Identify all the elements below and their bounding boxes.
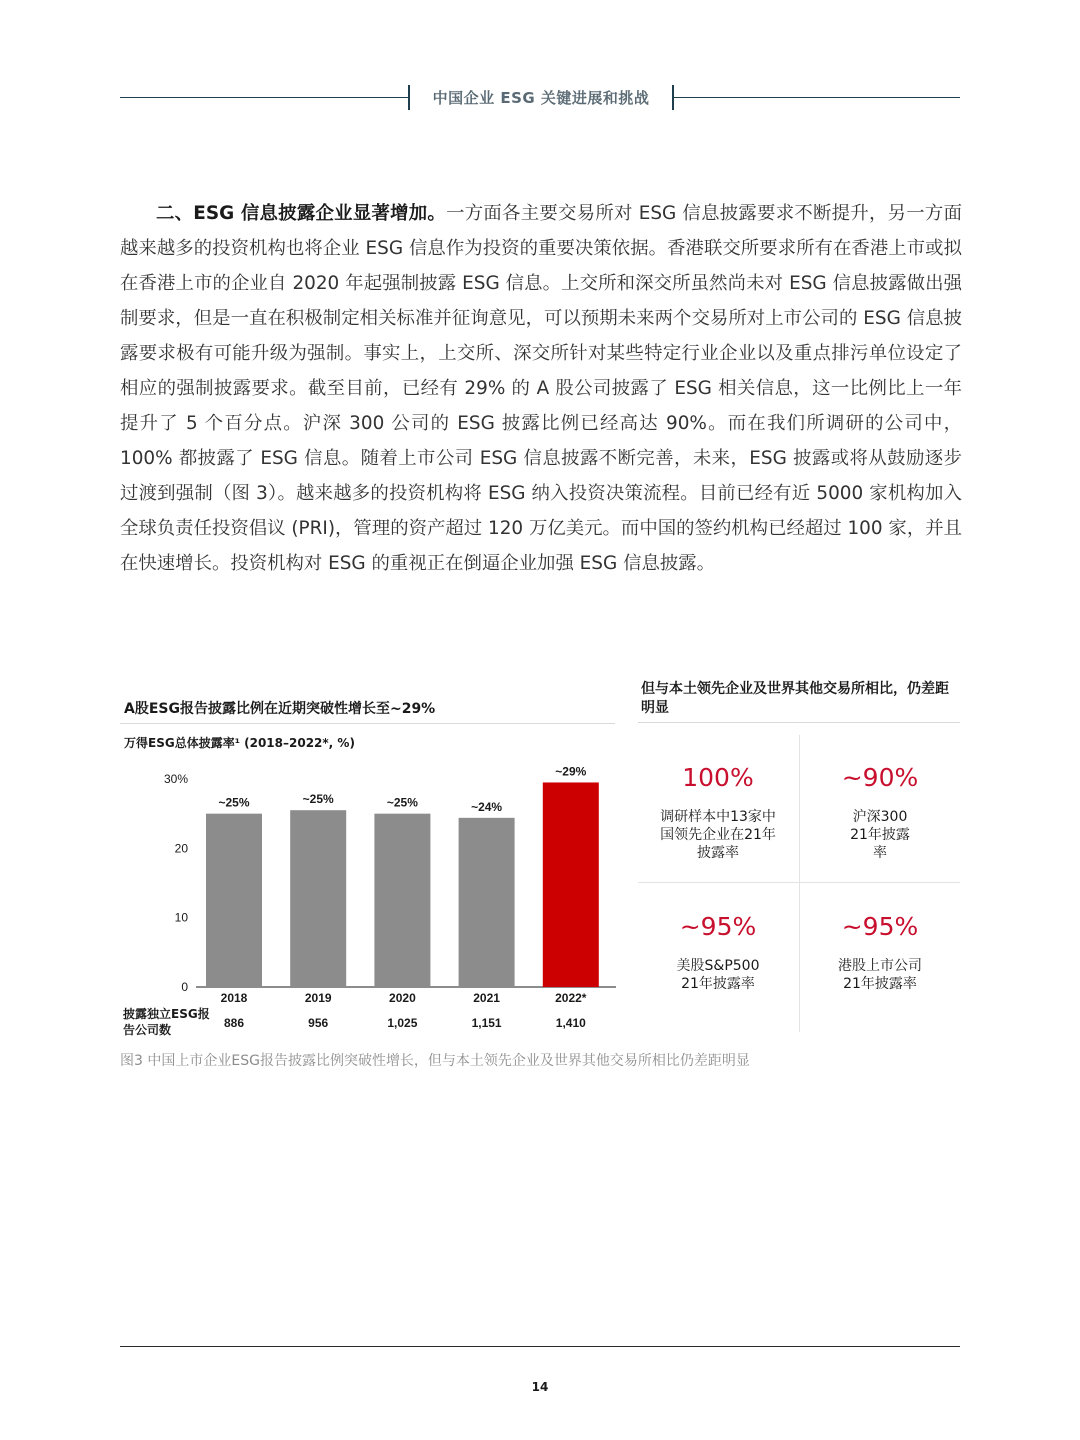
- data-label: ~25%: [302, 792, 334, 807]
- stat-value: 100%: [682, 763, 754, 792]
- figure-caption: 图3 中国上市企业ESG报告披露比例突破性增长，但与本土领先企业及世界其他交易所相比仍差距明显: [120, 1053, 750, 1069]
- stats-horizontal-divider: [638, 882, 960, 883]
- stat-description: 美股S&P500 21年披露率: [676, 958, 760, 992]
- bar: [206, 814, 262, 987]
- x-tick-label: 2019: [304, 991, 332, 1005]
- chart-subtitle: 万得ESG总体披露率¹ (2018–2022*, %): [124, 736, 355, 750]
- stat-description: 港股上市公司 21年披露率: [838, 958, 922, 992]
- stats-heading: 但与本土领先企业及世界其他交易所相比，仍差距明显: [641, 681, 949, 716]
- count-value: 1,410: [555, 1016, 586, 1030]
- stats-heading-rule: [638, 722, 960, 723]
- y-tick-label: 20: [174, 841, 188, 856]
- x-tick-label: 2020: [389, 991, 416, 1005]
- y-tick-label: 30%: [163, 772, 188, 786]
- count-value: 886: [223, 1016, 245, 1030]
- stat-value: ~95%: [841, 912, 919, 941]
- chart-title: A股ESG报告披露比例在近期突破性增长至~29%: [124, 701, 436, 717]
- stat-description: 调研样本中13家中国领先企业在21年披露率: [660, 809, 776, 861]
- header-rule-left: [120, 97, 408, 98]
- bar-chart: [120, 755, 620, 1040]
- stat-value: ~90%: [841, 763, 919, 792]
- data-label: ~25%: [386, 795, 418, 810]
- running-header-title: 中国企业 ESG 关键进展和挑战: [432, 89, 650, 107]
- count-value: 1,025: [387, 1016, 418, 1030]
- x-tick-label: 2021: [473, 991, 500, 1005]
- page-number: 14: [531, 1380, 549, 1394]
- stat-value: ~95%: [679, 912, 757, 941]
- stat-cell-surveyed: [638, 762, 798, 862]
- footer-rule: [120, 1346, 960, 1347]
- count-value: 1,151: [471, 1016, 502, 1030]
- bar: [543, 782, 599, 987]
- stat-cell-sp500: [638, 911, 798, 993]
- data-label: ~29%: [555, 764, 587, 779]
- section-lead: 二、ESG 信息披露企业显著增加。: [156, 203, 447, 224]
- count-value: 956: [308, 1016, 329, 1030]
- stat-cell-hk-listed: [800, 911, 960, 993]
- bar: [374, 814, 430, 987]
- stat-description: 沪深300 21年披露率: [850, 809, 910, 861]
- header-rule-right: [674, 97, 960, 98]
- stat-cell-csi300: [800, 762, 960, 862]
- data-label: ~24%: [471, 799, 503, 814]
- bar: [459, 818, 515, 987]
- data-label: ~25%: [218, 795, 250, 810]
- count-row-label: 披露独立ESG报告公司数: [123, 1007, 210, 1037]
- x-tick-label: 2018: [220, 991, 248, 1005]
- chart-title-rule: [120, 723, 615, 724]
- section-body: 一方面各主要交易所对 ESG 信息披露要求不断提升，另一方面越来越多的投资机构也将企业 ESG 信息作为投资的重要决策依据。香港联交所要求所有在香港上市或拟在香港上市的企业自 2020 年起强制披露 ESG 信息。上交所和深交所虽然尚未对 ESG 信息披露做出强制要求，但是一直在积极制定相关标准并征询意见，可以预期未来两个交易所对上市公司的 ESG 信息披露要求极有可能升级为强制。事实上，上交所、深交所针对某些特定行业企业以及重点排污单位设定了相应的强制披露要求。截至目前，已经有 29% 的 A 股公司披露了 ESG 相关信息，这一比例比上一年提升了 5 个百分点。沪深 300 公司的 ESG 披露比例已经高达 90%。而在我们所调研的公司中，100% 都披露了 ESG 信息。随着上市公司 ESG 信息披露不断完善，未来，ESG 披露或将从鼓励逐步过渡到强制（图 3）。越来越多的投资机构将 ESG 纳入投资决策流程。目前已经有近 5000 家机构加入全球负责任投资倡议 (PRI)，管理的资产超过 120 万亿美元。而中国的签约机构已经超过 100 家，并且在快速增长。投资机构对 ESG 的重视正在倒逼企业加强 ESG 信息披露。: [120, 203, 962, 574]
- y-tick-label: 0: [181, 980, 188, 994]
- body-paragraph: [120, 196, 962, 581]
- header-bracket-left: [408, 85, 410, 110]
- x-tick-label: 2022*: [555, 991, 587, 1005]
- y-tick-label: 10: [174, 910, 188, 925]
- stats-grid: [638, 735, 960, 1032]
- bar: [290, 810, 346, 987]
